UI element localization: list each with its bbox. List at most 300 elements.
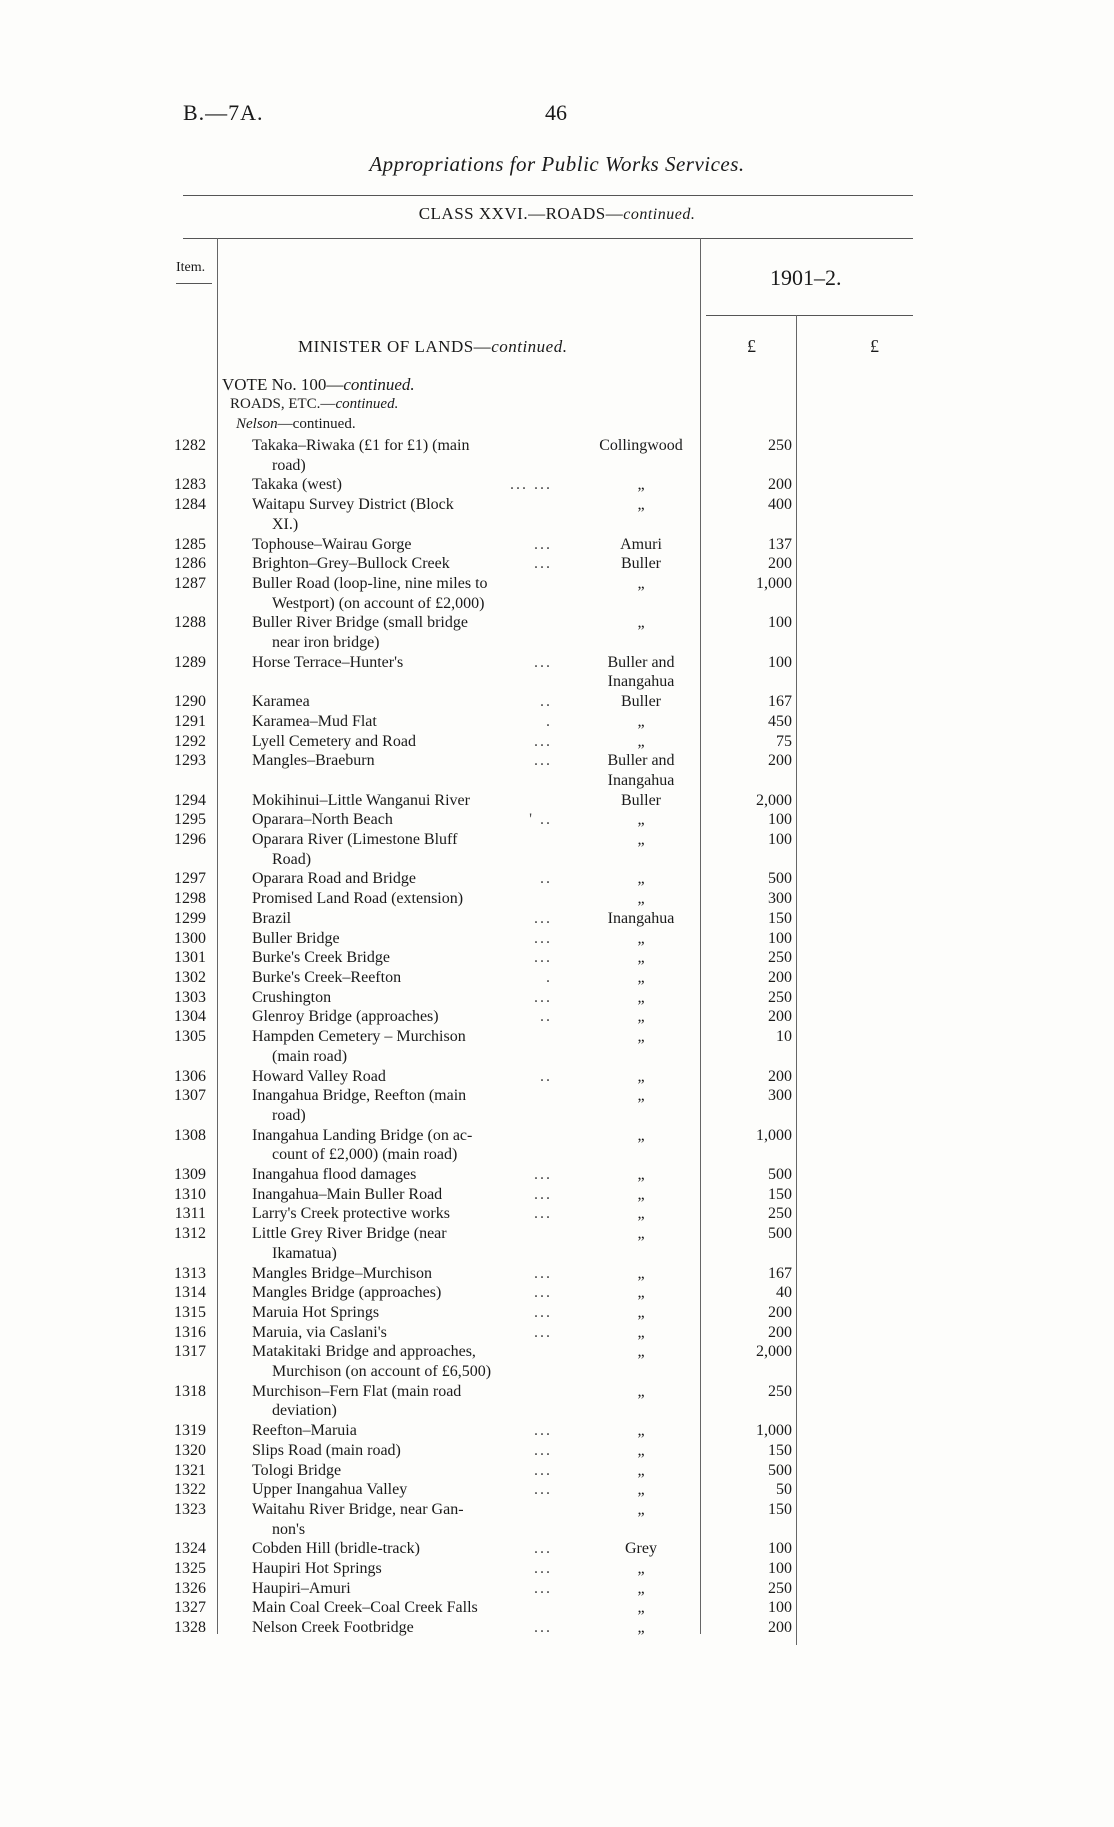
item-description bbox=[252, 1165, 564, 1185]
item-number: 1299 bbox=[174, 909, 206, 927]
item-amount: 500 bbox=[768, 1166, 792, 1184]
item-number: 1323 bbox=[174, 1500, 206, 1518]
item-description bbox=[252, 535, 564, 555]
item-description-text: Mangles–Braeburn bbox=[252, 752, 375, 770]
item-location bbox=[586, 613, 696, 633]
item-description bbox=[252, 1500, 564, 1539]
item-location bbox=[586, 732, 696, 752]
item-amount: 200 bbox=[768, 555, 792, 573]
item-amount: 100 bbox=[768, 653, 792, 671]
item-location-text: „ bbox=[637, 712, 645, 730]
item-location bbox=[586, 869, 696, 889]
item-amount: 200 bbox=[768, 476, 792, 494]
item-description bbox=[252, 1185, 564, 1205]
item-number: 1300 bbox=[174, 929, 206, 947]
leader-dots: ... bbox=[534, 535, 552, 553]
item-amount: 40 bbox=[776, 1284, 792, 1302]
item-location-text: „ bbox=[637, 870, 645, 888]
year-column-header: 1901–2. bbox=[770, 265, 842, 290]
item-amount: 500 bbox=[768, 1461, 792, 1479]
vote-heading bbox=[222, 375, 415, 395]
item-description bbox=[252, 810, 564, 830]
item-location-text: „ bbox=[637, 968, 645, 986]
minister-heading bbox=[298, 337, 567, 357]
table-row bbox=[0, 1618, 1114, 1638]
item-location-text: „ bbox=[637, 1264, 645, 1282]
table-row bbox=[0, 1559, 1114, 1579]
item-location bbox=[586, 1086, 696, 1106]
item-location bbox=[586, 1480, 696, 1500]
item-description-text: Buller River Bridge (small bridge bbox=[252, 614, 468, 632]
item-description-text: Brighton–Grey–Bullock Creek bbox=[252, 555, 450, 573]
item-description-text: Larry's Creek protective works bbox=[252, 1205, 450, 1223]
roads-heading bbox=[230, 396, 398, 413]
leader-dots: ... bbox=[534, 1441, 552, 1459]
item-description-text: Mangles Bridge–Murchison bbox=[252, 1264, 432, 1282]
table-row bbox=[0, 1382, 1114, 1421]
item-location bbox=[586, 692, 696, 712]
item-number: 1328 bbox=[174, 1619, 206, 1637]
item-number: 1285 bbox=[174, 535, 206, 553]
table-row bbox=[0, 929, 1114, 949]
item-description-text: Inangahua Bridge, Reefton (main bbox=[252, 1087, 467, 1105]
item-description bbox=[252, 1461, 564, 1481]
item-description-continued: Road) bbox=[272, 850, 312, 868]
item-location bbox=[586, 988, 696, 1008]
item-number: 1314 bbox=[174, 1284, 206, 1302]
table-row bbox=[0, 968, 1114, 988]
item-amount: 167 bbox=[768, 1264, 792, 1282]
table-row bbox=[0, 1500, 1114, 1539]
item-description bbox=[252, 1579, 564, 1599]
item-description-text: Slips Road (main road) bbox=[252, 1441, 401, 1459]
item-number: 1304 bbox=[174, 1008, 206, 1026]
leader-dots: ... bbox=[534, 732, 552, 750]
leader-dots: . bbox=[546, 968, 552, 986]
leader-dots: ... bbox=[534, 1303, 552, 1321]
item-location-text: Buller bbox=[621, 693, 661, 711]
item-amount: 200 bbox=[768, 1619, 792, 1637]
item-number: 1295 bbox=[174, 811, 206, 829]
item-location bbox=[586, 1342, 696, 1362]
item-description-continued: Murchison (on account of £6,500) bbox=[272, 1363, 492, 1381]
item-description-continued: non's bbox=[272, 1520, 306, 1538]
leader-dots: ... bbox=[534, 1481, 552, 1499]
item-number: 1308 bbox=[174, 1126, 206, 1144]
table-row bbox=[0, 751, 1114, 790]
item-description bbox=[252, 988, 564, 1008]
item-column-header: Item. bbox=[176, 260, 206, 275]
item-amount: 50 bbox=[776, 1481, 792, 1499]
item-description bbox=[252, 1027, 564, 1066]
item-amount: 1,000 bbox=[756, 574, 792, 592]
table-row bbox=[0, 653, 1114, 692]
item-location-text: „ bbox=[637, 1481, 645, 1499]
item-description-continued: Ikamatua) bbox=[272, 1244, 337, 1262]
item-amount: 100 bbox=[768, 811, 792, 829]
item-description bbox=[252, 1283, 564, 1303]
nelson-heading bbox=[236, 416, 356, 433]
item-number: 1292 bbox=[174, 732, 206, 750]
item-location-text: „ bbox=[637, 1422, 645, 1440]
item-description bbox=[252, 1598, 564, 1618]
table-row bbox=[0, 1126, 1114, 1165]
leader-dots: ... bbox=[534, 1579, 552, 1597]
table-row bbox=[0, 988, 1114, 1008]
table-row bbox=[0, 712, 1114, 732]
table-row bbox=[0, 1342, 1114, 1381]
item-location-text: „ bbox=[637, 1500, 645, 1518]
item-location-text: Buller and bbox=[607, 653, 675, 671]
item-location bbox=[586, 1224, 696, 1244]
item-location-text: „ bbox=[637, 1205, 645, 1223]
item-location-text: „ bbox=[637, 1225, 645, 1243]
item-location-text: Grey bbox=[625, 1540, 657, 1558]
item-description bbox=[252, 653, 564, 692]
item-location-text: „ bbox=[637, 1323, 645, 1341]
item-number: 1298 bbox=[174, 890, 206, 908]
item-description-text: Lyell Cemetery and Road bbox=[252, 732, 416, 750]
item-amount: 100 bbox=[768, 831, 792, 849]
leader-dots: .. bbox=[540, 1067, 552, 1085]
item-number: 1313 bbox=[174, 1264, 206, 1282]
item-description-text: Cobden Hill (bridle-track) bbox=[252, 1540, 420, 1558]
item-description bbox=[252, 1539, 564, 1559]
item-description-text: Haupiri Hot Springs bbox=[252, 1560, 382, 1578]
item-number: 1309 bbox=[174, 1166, 206, 1184]
item-description bbox=[252, 1342, 564, 1381]
item-location bbox=[586, 1204, 696, 1224]
leader-dots: ... bbox=[534, 653, 552, 671]
table-row bbox=[0, 692, 1114, 712]
table-row bbox=[0, 574, 1114, 613]
item-description-text: Upper Inangahua Valley bbox=[252, 1481, 408, 1499]
leader-dots: ' .. bbox=[529, 811, 552, 829]
item-location-text: Buller and bbox=[607, 752, 675, 770]
rule-head bbox=[183, 238, 913, 239]
item-description bbox=[252, 1086, 564, 1125]
table-row bbox=[0, 1185, 1114, 1205]
item-amount: 100 bbox=[768, 1560, 792, 1578]
item-location bbox=[586, 810, 696, 830]
item-location-text: „ bbox=[637, 1560, 645, 1578]
vote-heading-cont: continued. bbox=[343, 375, 415, 394]
item-number: 1290 bbox=[174, 693, 206, 711]
item-location-text: Collingwood bbox=[599, 437, 683, 454]
item-amount: 10 bbox=[776, 1028, 792, 1046]
item-location-text: Amuri bbox=[620, 535, 662, 553]
item-location-text: „ bbox=[637, 1008, 645, 1026]
item-description-continued: (main road) bbox=[272, 1047, 348, 1065]
item-description bbox=[252, 1323, 564, 1343]
item-amount: 2,000 bbox=[756, 791, 792, 809]
item-location bbox=[586, 1283, 696, 1303]
rule-item bbox=[176, 283, 212, 284]
item-description bbox=[252, 1204, 564, 1224]
item-description bbox=[252, 1264, 564, 1284]
item-location-text: „ bbox=[637, 831, 645, 849]
item-amount: 250 bbox=[768, 1382, 792, 1400]
item-location bbox=[586, 1126, 696, 1146]
table-row bbox=[0, 1165, 1114, 1185]
item-amount: 1,000 bbox=[756, 1126, 792, 1144]
table-row bbox=[0, 869, 1114, 889]
item-description-text: Mangles Bridge (approaches) bbox=[252, 1284, 442, 1302]
class-heading bbox=[0, 204, 1114, 224]
item-location bbox=[586, 1382, 696, 1402]
item-location-text: „ bbox=[637, 1579, 645, 1597]
item-location bbox=[586, 436, 696, 456]
item-description bbox=[252, 929, 564, 949]
item-location-text: „ bbox=[637, 614, 645, 632]
item-amount: 2,000 bbox=[756, 1343, 792, 1361]
item-description-text: Horse Terrace–Hunter's bbox=[252, 653, 404, 671]
item-location-text: „ bbox=[637, 988, 645, 1006]
item-number: 1287 bbox=[174, 574, 206, 592]
item-number: 1303 bbox=[174, 988, 206, 1006]
table-row bbox=[0, 1421, 1114, 1441]
item-description-text: Promised Land Road (extension) bbox=[252, 890, 464, 908]
item-description-text: Oparara–North Beach bbox=[252, 811, 393, 829]
item-number: 1286 bbox=[174, 555, 206, 573]
item-location bbox=[586, 1165, 696, 1185]
item-location-text: Buller bbox=[621, 555, 661, 573]
item-description-text: Oparara River (Limestone Bluff bbox=[252, 831, 458, 849]
item-description-text: Maruia Hot Springs bbox=[252, 1303, 380, 1321]
item-location bbox=[586, 1559, 696, 1579]
leader-dots: ... bbox=[534, 1461, 552, 1479]
item-description bbox=[252, 712, 564, 732]
item-location-text: „ bbox=[637, 732, 645, 750]
item-description bbox=[252, 1224, 564, 1263]
item-number: 1293 bbox=[174, 752, 206, 770]
item-description-text: Buller Road (loop-line, nine miles to bbox=[252, 574, 488, 592]
item-number: 1283 bbox=[174, 476, 206, 494]
item-location-text: „ bbox=[637, 1028, 645, 1046]
table-row bbox=[0, 1441, 1114, 1461]
item-location bbox=[586, 554, 696, 574]
leader-dots: . bbox=[546, 712, 552, 730]
item-location-text: „ bbox=[637, 1461, 645, 1479]
item-amount: 200 bbox=[768, 1303, 792, 1321]
item-description-text: Main Coal Creek–Coal Creek Falls bbox=[252, 1599, 478, 1617]
item-number: 1316 bbox=[174, 1323, 206, 1341]
pound-column-2: £ bbox=[870, 336, 879, 356]
item-location bbox=[586, 1598, 696, 1618]
item-description-text: Tophouse–Wairau Gorge bbox=[252, 535, 412, 553]
leader-dots: ... bbox=[534, 1185, 552, 1203]
item-description bbox=[252, 1382, 564, 1421]
leader-dots: ... bbox=[534, 1205, 552, 1223]
table-row bbox=[0, 732, 1114, 752]
pound-column-1: £ bbox=[747, 336, 756, 356]
item-description-text: Takaka (west) bbox=[252, 476, 342, 494]
item-description-text: Waitapu Survey District (Block bbox=[252, 496, 454, 514]
item-amount: 450 bbox=[768, 712, 792, 730]
item-description-text: Waitahu River Bridge, near Gan- bbox=[252, 1500, 464, 1518]
item-description-continued: road) bbox=[272, 456, 306, 474]
item-location bbox=[586, 653, 696, 692]
item-number: 1306 bbox=[174, 1067, 206, 1085]
leader-dots: ... bbox=[534, 988, 552, 1006]
item-description-text: Takaka–Riwaka (£1 for £1) (main bbox=[252, 437, 470, 454]
item-location bbox=[586, 1264, 696, 1284]
leader-dots: ... bbox=[534, 555, 552, 573]
item-number: 1288 bbox=[174, 614, 206, 632]
table-row bbox=[0, 1461, 1114, 1481]
item-description bbox=[252, 830, 564, 869]
item-number: 1311 bbox=[174, 1205, 206, 1223]
item-location bbox=[586, 791, 696, 811]
item-description-text: Inangahua flood damages bbox=[252, 1166, 417, 1184]
rule-top bbox=[183, 195, 913, 196]
item-number: 1297 bbox=[174, 870, 206, 888]
item-location-text: „ bbox=[637, 1382, 645, 1400]
leader-dots: ... bbox=[534, 1560, 552, 1578]
item-description-text: Howard Valley Road bbox=[252, 1067, 386, 1085]
item-number: 1282 bbox=[174, 437, 206, 454]
leader-dots: ... bbox=[534, 1166, 552, 1184]
item-location bbox=[586, 1185, 696, 1205]
table-row bbox=[0, 1067, 1114, 1087]
item-description bbox=[252, 436, 564, 475]
item-description bbox=[252, 1559, 564, 1579]
item-location-text: „ bbox=[637, 1185, 645, 1203]
table-row bbox=[0, 948, 1114, 968]
item-description-text: Oparara Road and Bridge bbox=[252, 870, 416, 888]
item-location bbox=[586, 1323, 696, 1343]
item-location bbox=[586, 929, 696, 949]
item-amount: 300 bbox=[768, 1087, 792, 1105]
nelson-heading-main: Nelson bbox=[236, 416, 278, 432]
minister-heading-main: MINISTER OF LANDS— bbox=[298, 337, 492, 356]
item-number: 1318 bbox=[174, 1382, 206, 1400]
item-amount: 500 bbox=[768, 1225, 792, 1243]
item-number: 1326 bbox=[174, 1579, 206, 1597]
item-amount: 100 bbox=[768, 1599, 792, 1617]
item-description-text: Murchison–Fern Flat (main road bbox=[252, 1382, 462, 1400]
item-number: 1317 bbox=[174, 1343, 206, 1361]
item-location bbox=[586, 948, 696, 968]
item-number: 1319 bbox=[174, 1422, 206, 1440]
item-location-text: „ bbox=[637, 1441, 645, 1459]
item-description-text: Buller Bridge bbox=[252, 929, 340, 947]
roads-heading-main: ROADS, ETC.— bbox=[230, 396, 336, 412]
table-row bbox=[0, 830, 1114, 869]
item-amount: 200 bbox=[768, 1067, 792, 1085]
item-description-text: Maruia, via Caslani's bbox=[252, 1323, 387, 1341]
item-number: 1327 bbox=[174, 1599, 206, 1617]
item-description bbox=[252, 495, 564, 534]
item-amount: 150 bbox=[768, 1441, 792, 1459]
item-description bbox=[252, 948, 564, 968]
item-description-text: Karamea–Mud Flat bbox=[252, 712, 377, 730]
item-amount: 1,000 bbox=[756, 1422, 792, 1440]
item-number: 1312 bbox=[174, 1225, 206, 1243]
item-description bbox=[252, 613, 564, 652]
item-location bbox=[586, 889, 696, 909]
item-amount: 400 bbox=[768, 496, 792, 514]
item-amount: 100 bbox=[768, 1540, 792, 1558]
item-location-text: „ bbox=[637, 1619, 645, 1637]
item-location bbox=[586, 712, 696, 732]
table-row bbox=[0, 475, 1114, 495]
item-description bbox=[252, 475, 564, 495]
class-heading-main: CLASS XXVI.—ROADS— bbox=[418, 204, 624, 223]
item-number: 1294 bbox=[174, 791, 206, 809]
item-description bbox=[252, 574, 564, 613]
item-location-text: „ bbox=[637, 1284, 645, 1302]
item-location-continued: Inangahua bbox=[607, 771, 675, 789]
roads-heading-cont: continued. bbox=[335, 396, 399, 412]
table-row bbox=[0, 1027, 1114, 1066]
item-description-text: Burke's Creek Bridge bbox=[252, 949, 390, 967]
item-number: 1302 bbox=[174, 968, 206, 986]
leader-dots: .. bbox=[540, 1008, 552, 1026]
item-description bbox=[252, 889, 564, 909]
item-description bbox=[252, 1126, 564, 1165]
leader-dots: ... bbox=[534, 1323, 552, 1341]
item-location bbox=[586, 830, 696, 850]
item-amount: 250 bbox=[768, 1579, 792, 1597]
item-location bbox=[586, 1441, 696, 1461]
item-description-continued: XI.) bbox=[272, 515, 299, 533]
item-amount: 150 bbox=[768, 909, 792, 927]
table-row bbox=[0, 1007, 1114, 1027]
item-description-text: Karamea bbox=[252, 693, 310, 711]
leader-dots: ... bbox=[534, 1284, 552, 1302]
page-number: 46 bbox=[545, 100, 567, 125]
table-row bbox=[0, 1598, 1114, 1618]
table-row bbox=[0, 1539, 1114, 1559]
item-description bbox=[252, 1007, 564, 1027]
item-location-text: „ bbox=[637, 1067, 645, 1085]
item-description-text: Hampden Cemetery – Murchison bbox=[252, 1028, 466, 1046]
leader-dots: ... bbox=[534, 1619, 552, 1637]
item-description bbox=[252, 554, 564, 574]
table-row bbox=[0, 810, 1114, 830]
leader-dots: .. bbox=[540, 870, 552, 888]
item-location bbox=[586, 1461, 696, 1481]
item-description-text: Inangahua Landing Bridge (on ac- bbox=[252, 1126, 473, 1144]
item-location-text: „ bbox=[637, 496, 645, 514]
item-number: 1291 bbox=[174, 712, 206, 730]
item-description bbox=[252, 732, 564, 752]
item-location bbox=[586, 1067, 696, 1087]
item-amount: 150 bbox=[768, 1500, 792, 1518]
nelson-heading-cont: —continued. bbox=[277, 416, 356, 432]
item-number: 1321 bbox=[174, 1461, 206, 1479]
item-location-text: „ bbox=[637, 476, 645, 494]
table-row bbox=[0, 1323, 1114, 1343]
item-description bbox=[252, 791, 564, 811]
item-amount: 137 bbox=[768, 535, 792, 553]
item-location-text: „ bbox=[637, 929, 645, 947]
item-description bbox=[252, 1618, 564, 1638]
item-location bbox=[586, 1007, 696, 1027]
table-row bbox=[0, 1480, 1114, 1500]
item-number: 1310 bbox=[174, 1185, 206, 1203]
item-location bbox=[586, 574, 696, 594]
item-location bbox=[586, 1421, 696, 1441]
item-location-text: „ bbox=[637, 574, 645, 592]
leader-dots: ... bbox=[534, 929, 552, 947]
item-description bbox=[252, 692, 564, 712]
item-location bbox=[586, 1303, 696, 1323]
leader-dots: ... bbox=[534, 1264, 552, 1282]
item-number: 1325 bbox=[174, 1560, 206, 1578]
table-row bbox=[0, 1224, 1114, 1263]
